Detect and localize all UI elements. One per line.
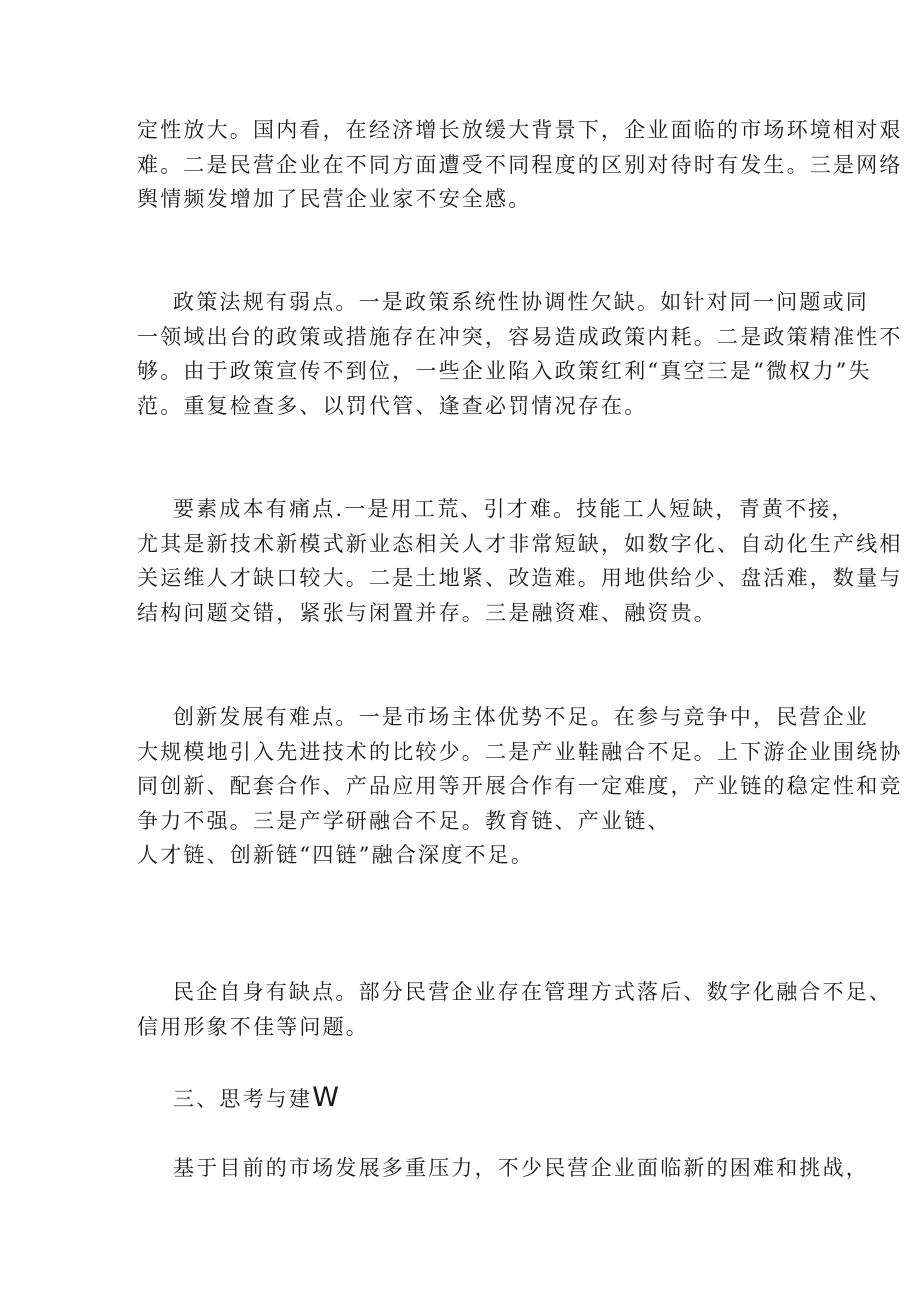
text-line: 一领域出台的政策或措施存在冲突，容易造成政策内耗。二是政策精准性不 <box>137 324 903 349</box>
text-line: 大规模地引入先进技术的比较少。二是产业鞋融合不足。上下游企业围绕协 <box>137 739 903 764</box>
text-line: 人才链、创新链“四链”融合深度不足。 <box>137 843 535 867</box>
text-line: 舆情频发增加了民营企业家不安全感。 <box>137 187 532 211</box>
text-line: 基于目前的市场发展多重压力，不少民营企业面临新的困难和挑战， <box>173 1156 869 1180</box>
section-heading-line <box>137 1081 797 1116</box>
paragraph-innovation <box>137 700 903 873</box>
section-heading <box>137 1081 797 1116</box>
section-heading-suffix: W <box>312 1082 339 1113</box>
text-line: 定性放大。国内看，在经济增长放缓大背景下，企业面临的市场环境相对艰 <box>137 118 903 142</box>
text-line: 够。由于政策宣传不到位，一些企业陷入政策红利“真空三是“微权力”失 <box>137 359 872 383</box>
text-line: 信用形象不佳等问题。 <box>137 1014 369 1039</box>
paragraph-factor-cost <box>137 492 903 630</box>
text-line: 民企自身有缺点。部分民营企业存在管理方式落后、数字化融合不足、 <box>173 980 893 1004</box>
text-line: 结构问题交错，紧张与闲置并存。三是融资难、融资贵。 <box>137 600 717 625</box>
section-heading-text: 三、思考与建 <box>173 1087 313 1111</box>
text-line: 范。重复检查多、以罚代管、逢查必罚情况存在。 <box>137 393 648 418</box>
text-line: 政策法规有弱点。一是政策系统性协调性欠缺。如针对同一问题或同 <box>173 290 869 314</box>
paragraph-thinking <box>137 1151 869 1186</box>
paragraph-enterprise-self <box>137 975 893 1044</box>
text-line: 关运维人才缺口较大。二是土地紧、改造难。用地供给少、盘活难，数量与 <box>137 566 903 590</box>
text-line: 难。二是民营企业在不同方面遭受不同程度的区别对待时有发生。三是网络 <box>137 152 903 177</box>
text-line: 争力不强。三是产学研融合不足。教育链、产业链、 <box>137 808 671 833</box>
paragraph-policy-weakness <box>137 285 903 423</box>
text-line: 同创新、配套合作、产品应用等开展合作有一定难度，产业链的稳定性和竞 <box>137 774 903 798</box>
text-line: 尤其是新技术新模式新业态相关人才非常短缺，如数字化、自动化生产线相 <box>137 531 903 556</box>
text-line: 要素成本有痛点.一是用工荒、引才难。技能工人短缺，青黄不接， <box>173 497 855 521</box>
text-line: 创新发展有难点。一是市场主体优势不足。在参与竞争中，民营企业 <box>173 705 869 729</box>
paragraph-market-environment <box>137 113 903 217</box>
